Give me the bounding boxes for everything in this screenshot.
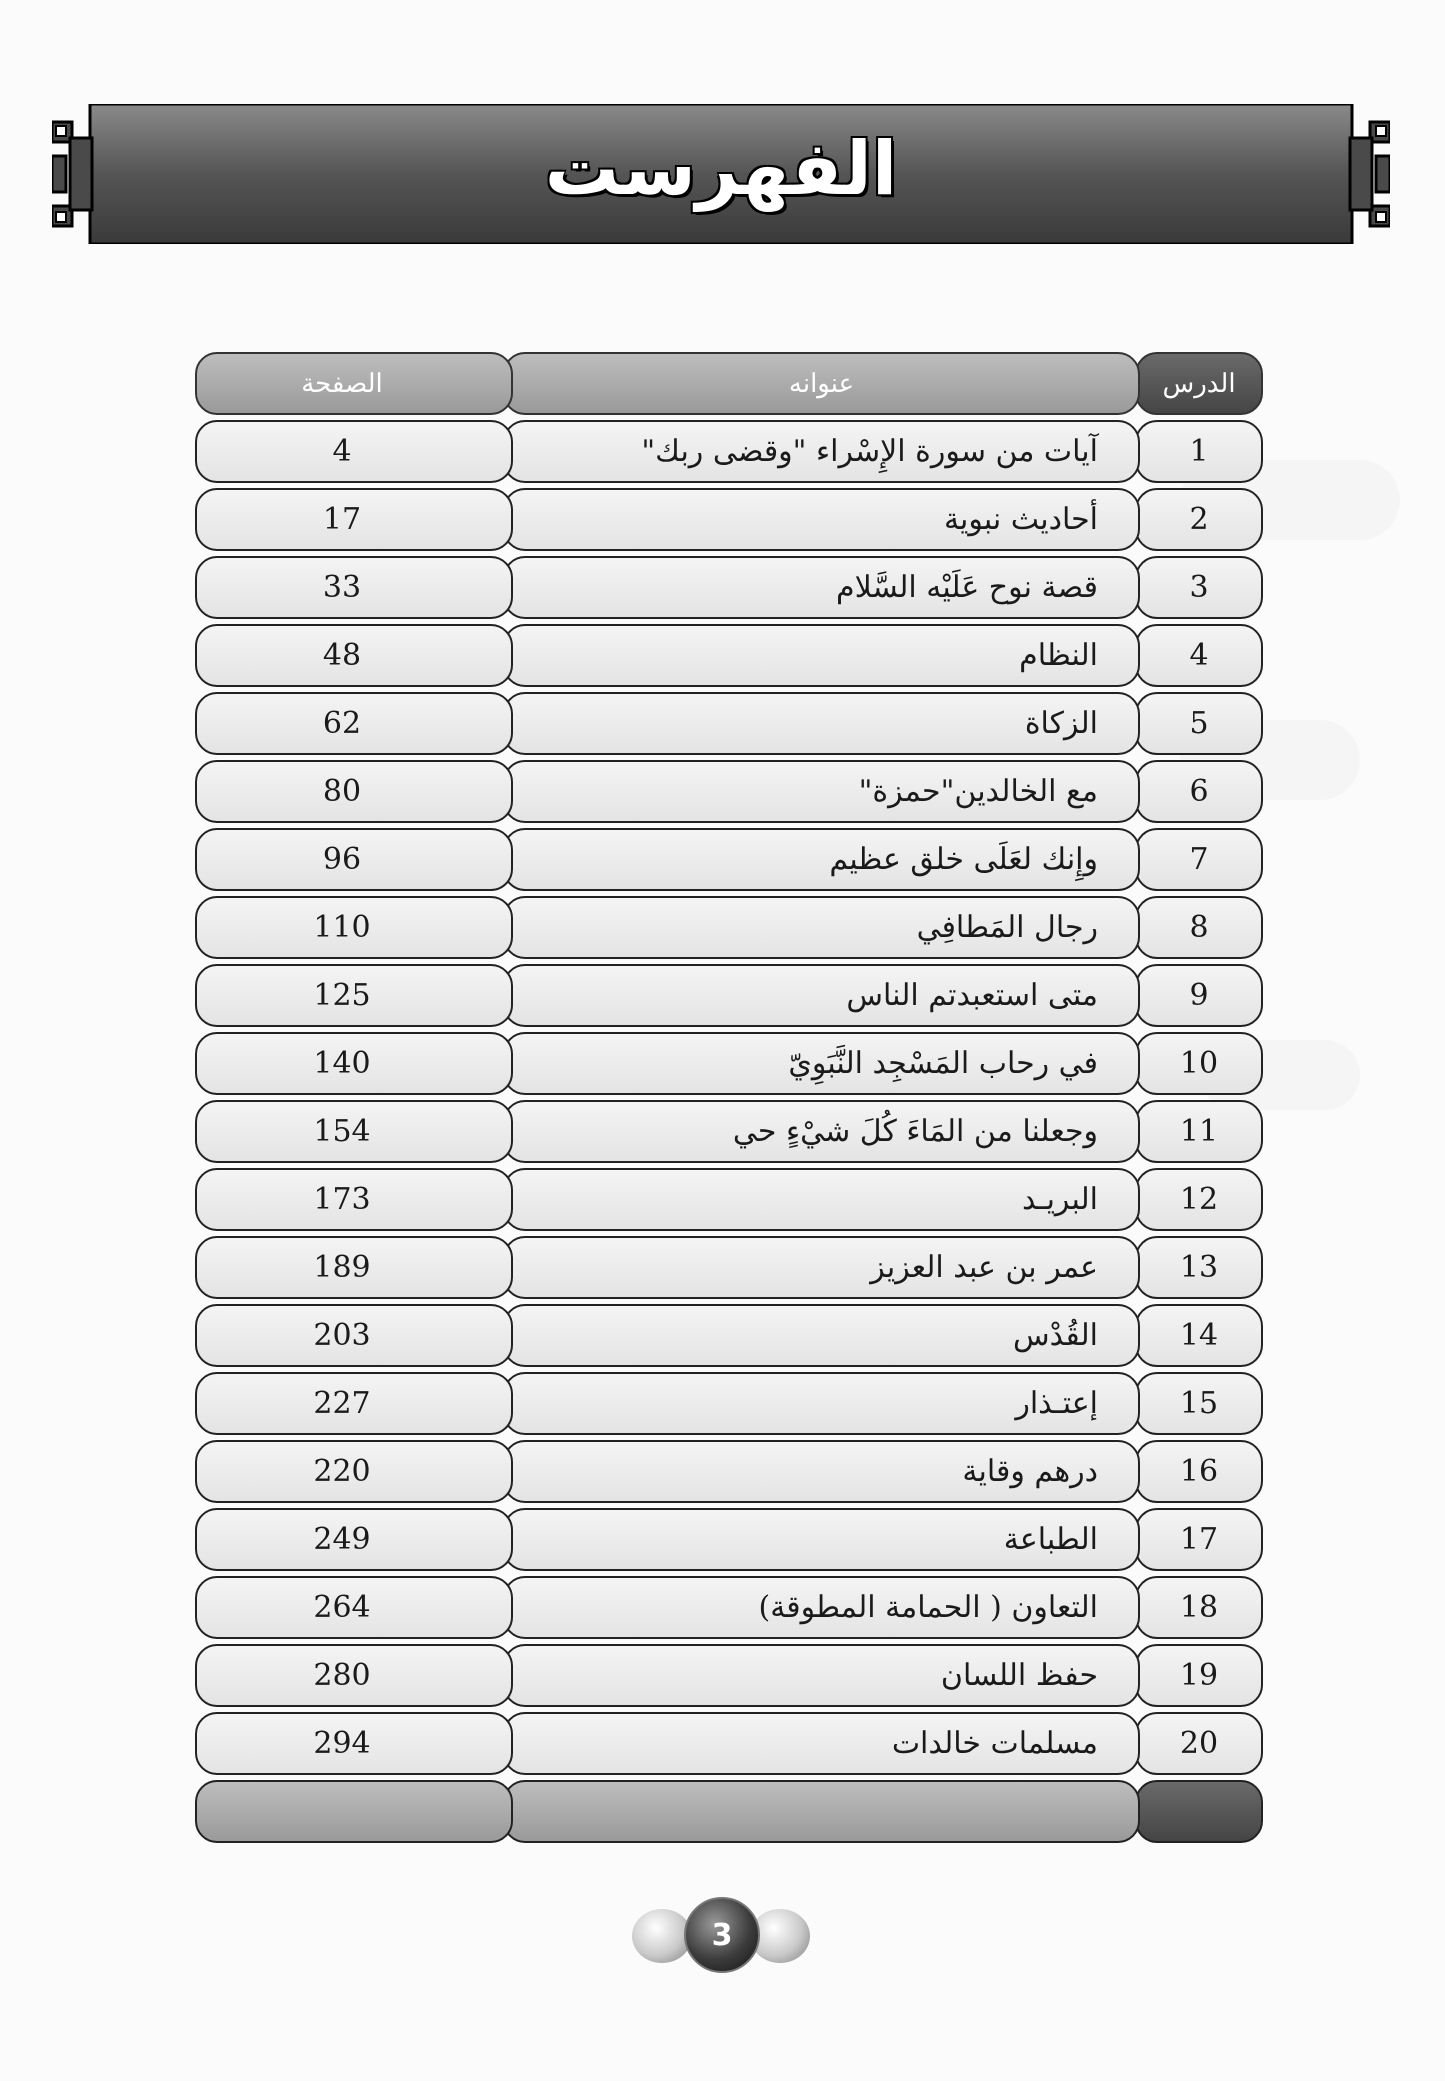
page-number: 3 — [711, 1917, 733, 1953]
lesson-page: 220 — [195, 1440, 513, 1503]
lesson-page: 125 — [195, 964, 513, 1027]
lesson-page: 48 — [195, 624, 513, 687]
lesson-number: 6 — [1135, 760, 1263, 823]
lesson-title: عمر بن عبد العزيز — [503, 1236, 1140, 1299]
lesson-title: حفظ اللسان — [503, 1644, 1140, 1707]
lesson-title: الطباعة — [503, 1508, 1140, 1571]
lesson-number: 16 — [1135, 1440, 1263, 1503]
lesson-page: 173 — [195, 1168, 513, 1231]
lesson-page: 249 — [195, 1508, 513, 1571]
table-row[interactable] — [195, 1440, 1263, 1508]
lesson-number: 17 — [1135, 1508, 1263, 1571]
lesson-title: وجعلنا من المَاءَ كُلَ شيْءٍ حي — [503, 1100, 1140, 1163]
table-row[interactable] — [195, 1712, 1263, 1780]
lesson-title: قصة نوح عَلَيْه السَّلام — [503, 556, 1140, 619]
lesson-title: في رحاب المَسْجِد النَّبَوِيّ — [503, 1032, 1140, 1095]
lesson-number: 19 — [1135, 1644, 1263, 1707]
lesson-title: مسلمات خالدات — [503, 1712, 1140, 1775]
table-body — [195, 420, 1263, 1780]
table-row[interactable] — [195, 964, 1263, 1032]
lesson-number: 15 — [1135, 1372, 1263, 1435]
lesson-title: الزكاة — [503, 692, 1140, 755]
lesson-number: 18 — [1135, 1576, 1263, 1639]
lesson-title: وإِنك لعَلَى خلق عظيم — [503, 828, 1140, 891]
footer-lesson-cell — [1135, 1780, 1263, 1843]
lesson-page: 189 — [195, 1236, 513, 1299]
lesson-number: 8 — [1135, 896, 1263, 959]
table-header — [195, 352, 1263, 420]
header-lesson: الدرس — [1135, 352, 1263, 415]
title-banner — [52, 104, 1390, 244]
table-row[interactable] — [195, 1304, 1263, 1372]
lesson-title: القُدْس — [503, 1304, 1140, 1367]
decor-sphere-left — [632, 1909, 692, 1963]
lesson-page: 62 — [195, 692, 513, 755]
lesson-page: 17 — [195, 488, 513, 551]
table-row[interactable] — [195, 1508, 1263, 1576]
table-row[interactable] — [195, 1576, 1263, 1644]
table-row[interactable] — [195, 624, 1263, 692]
lesson-page: 154 — [195, 1100, 513, 1163]
page-number-badge — [622, 1895, 822, 1975]
lesson-number: 4 — [1135, 624, 1263, 687]
lesson-title: أحاديث نبوية — [503, 488, 1140, 551]
table-row[interactable] — [195, 828, 1263, 896]
lesson-number: 1 — [1135, 420, 1263, 483]
table-row[interactable] — [195, 1032, 1263, 1100]
lesson-title: إعتـذار — [503, 1372, 1140, 1435]
lesson-number: 3 — [1135, 556, 1263, 619]
lesson-page: 33 — [195, 556, 513, 619]
lesson-page: 203 — [195, 1304, 513, 1367]
table-row[interactable] — [195, 692, 1263, 760]
lesson-title: آيات من سورة الإِسْراء "وقضى ربك" — [503, 420, 1140, 483]
lesson-number: 11 — [1135, 1100, 1263, 1163]
lesson-page: 264 — [195, 1576, 513, 1639]
table-row[interactable] — [195, 760, 1263, 828]
lesson-number: 14 — [1135, 1304, 1263, 1367]
lesson-number: 9 — [1135, 964, 1263, 1027]
lesson-page: 4 — [195, 420, 513, 483]
lesson-page: 280 — [195, 1644, 513, 1707]
lesson-title: التعاون ( الحمامة المطوقة) — [503, 1576, 1140, 1639]
lesson-page: 96 — [195, 828, 513, 891]
table-row[interactable] — [195, 556, 1263, 624]
lesson-page: 80 — [195, 760, 513, 823]
lesson-page: 294 — [195, 1712, 513, 1775]
lesson-title: النظام — [503, 624, 1140, 687]
lesson-number: 2 — [1135, 488, 1263, 551]
contents-table — [195, 352, 1263, 1848]
header-title: عنوانه — [503, 352, 1140, 415]
page-title: الفهرست — [544, 126, 898, 212]
lesson-page: 110 — [195, 896, 513, 959]
table-row[interactable] — [195, 1168, 1263, 1236]
lesson-page: 140 — [195, 1032, 513, 1095]
lesson-number: 12 — [1135, 1168, 1263, 1231]
table-row[interactable] — [195, 1236, 1263, 1304]
lesson-page: 227 — [195, 1372, 513, 1435]
footer-title-cell — [503, 1780, 1140, 1843]
lesson-title: رجال المَطافِي — [503, 896, 1140, 959]
lesson-number: 13 — [1135, 1236, 1263, 1299]
footer-page-cell — [195, 1780, 513, 1843]
lesson-title: متى استعبدتم الناس — [503, 964, 1140, 1027]
table-row[interactable] — [195, 1372, 1263, 1440]
table-row[interactable] — [195, 488, 1263, 556]
header-page: الصفحة — [195, 352, 513, 415]
lesson-number: 5 — [1135, 692, 1263, 755]
table-footer — [195, 1780, 1263, 1848]
lesson-title: درهم وقاية — [503, 1440, 1140, 1503]
lesson-title: البريـد — [503, 1168, 1140, 1231]
lesson-title: مع الخالدين"حمزة" — [503, 760, 1140, 823]
table-row[interactable] — [195, 896, 1263, 964]
table-row[interactable] — [195, 1100, 1263, 1168]
lesson-number: 20 — [1135, 1712, 1263, 1775]
table-row[interactable] — [195, 1644, 1263, 1712]
lesson-number: 7 — [1135, 828, 1263, 891]
table-row[interactable] — [195, 420, 1263, 488]
lesson-number: 10 — [1135, 1032, 1263, 1095]
